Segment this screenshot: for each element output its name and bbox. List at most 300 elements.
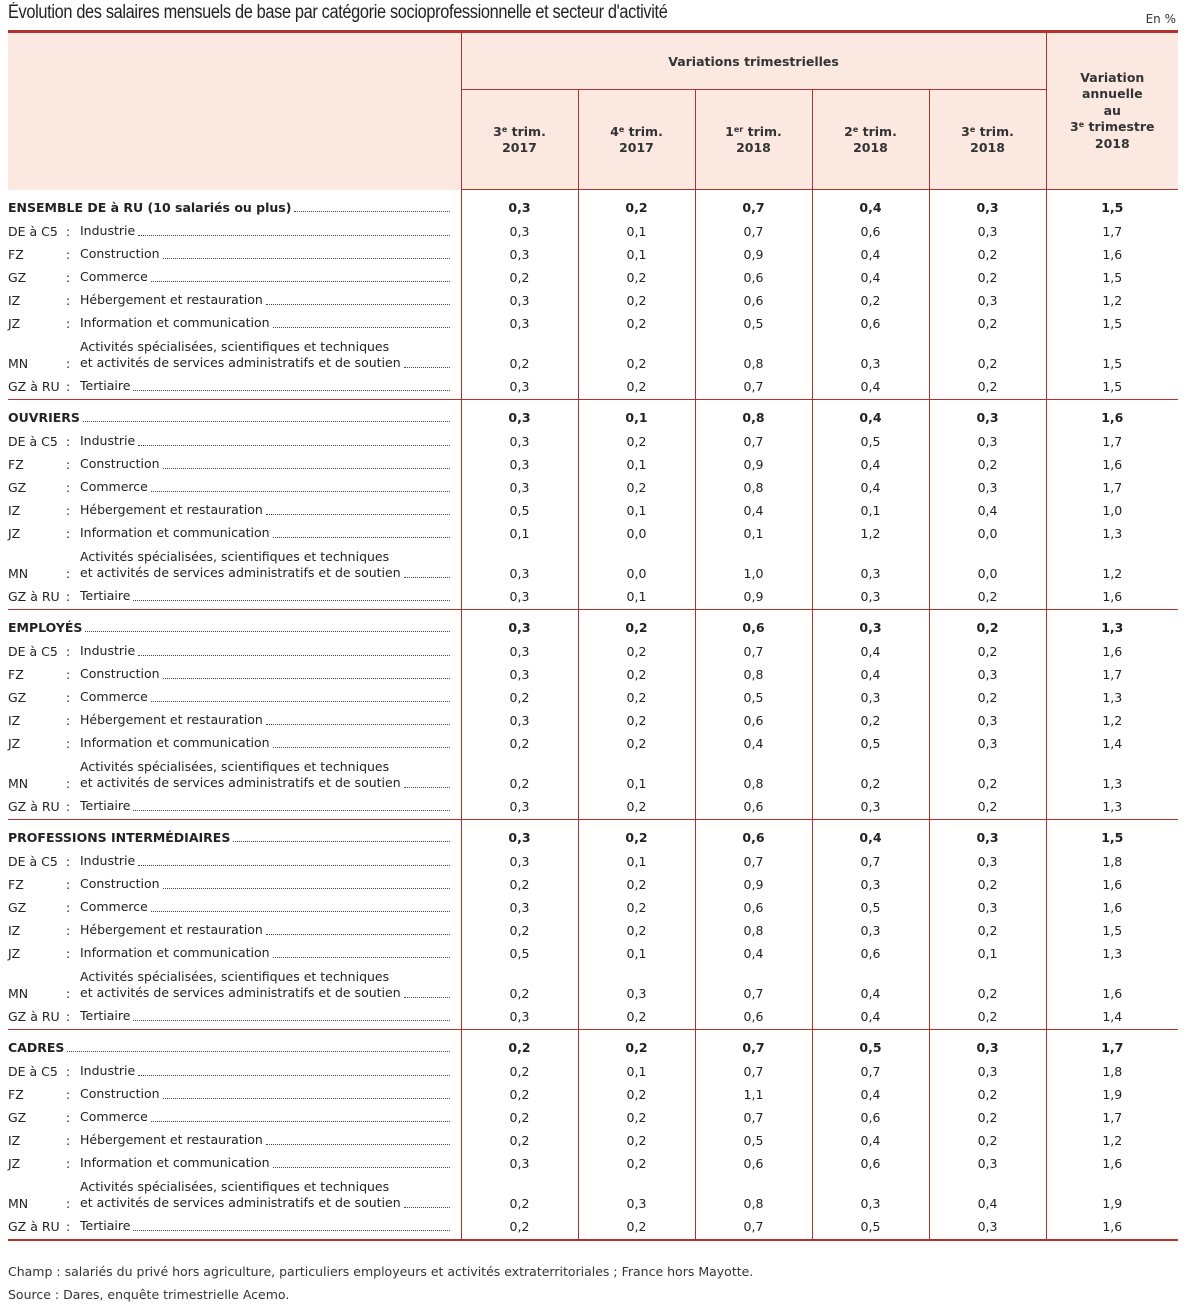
quarter-value-cell: 0,5 <box>812 1214 929 1240</box>
quarter-value-cell: 0,8 <box>695 475 812 498</box>
quarter-value-cell: 0,3 <box>461 584 578 610</box>
group-row <box>8 1030 1178 1058</box>
row-label-cell <box>8 731 461 754</box>
annual-value-cell: 1,5 <box>1046 190 1178 218</box>
colon-separator: : <box>66 853 71 869</box>
sector-label: Commerce <box>80 1108 148 1124</box>
quarter-value-cell: 0,4 <box>812 820 929 848</box>
colon-separator: : <box>66 1109 71 1125</box>
sector-label: Commerce <box>80 478 148 494</box>
quarter-value-cell: 0,2 <box>578 374 695 400</box>
leader-dots <box>163 678 450 679</box>
quarter-value-cell: 0,3 <box>461 820 578 848</box>
footnote-source: Source : Dares, enquête trimestrielle Acemo. <box>8 1287 290 1302</box>
colon-separator: : <box>66 479 71 495</box>
quarter-value-cell: 0,6 <box>695 265 812 288</box>
annual-value-cell: 1,0 <box>1046 498 1178 521</box>
leader-dots <box>133 810 450 811</box>
quarter-value-cell: 0,3 <box>461 662 578 685</box>
row-label-cell <box>8 475 461 498</box>
sector-code: GZ à RU <box>8 379 60 394</box>
quarter-value-cell: 0,4 <box>812 1004 929 1030</box>
quarter-value-cell: 0,2 <box>578 731 695 754</box>
row-label-cell <box>8 872 461 895</box>
quarter-value-cell: 0,3 <box>461 311 578 334</box>
quarter-value-cell: 0,5 <box>695 685 812 708</box>
sector-label: Construction <box>80 455 160 471</box>
quarter-value-cell: 0,4 <box>812 964 929 1004</box>
quarter-value-cell: 0,7 <box>695 190 812 218</box>
row-label-cell <box>8 1174 461 1214</box>
quarter-value-cell: 0,6 <box>695 895 812 918</box>
header-annual-sup: e <box>1078 120 1085 130</box>
leader-dots <box>138 1075 450 1076</box>
quarter-value-cell: 0,3 <box>461 288 578 311</box>
quarter-value-cell: 0,6 <box>695 1004 812 1030</box>
quarter-value-cell: 0,2 <box>461 1174 578 1214</box>
sector-code: GZ à RU <box>8 1009 60 1024</box>
sector-code: IZ <box>8 502 21 518</box>
quarter-value-cell: 0,3 <box>929 1058 1046 1082</box>
annual-value-cell: 1,7 <box>1046 1030 1178 1058</box>
quarter-value-cell: 0,5 <box>812 428 929 452</box>
quarter-value-cell: 0,2 <box>929 754 1046 794</box>
quarter-value-cell: 0,3 <box>461 610 578 638</box>
quarter-value-cell: 0,8 <box>695 1174 812 1214</box>
annual-value-cell: 1,2 <box>1046 708 1178 731</box>
header-quarter-2: 4e trim. 2017 <box>578 90 695 190</box>
table-row <box>8 1105 1178 1128</box>
quarter-value-cell: 0,2 <box>461 918 578 941</box>
colon-separator: : <box>66 799 71 814</box>
quarter-value-cell: 0,3 <box>812 584 929 610</box>
sector-code: FZ <box>8 876 24 892</box>
quarter-value-cell: 0,4 <box>929 498 1046 521</box>
sector-code: MN <box>8 775 29 791</box>
quarter-value-cell: 0,4 <box>812 265 929 288</box>
quarter-value-cell: 0,6 <box>695 288 812 311</box>
annual-value-cell: 1,6 <box>1046 242 1178 265</box>
table-row <box>8 941 1178 964</box>
row-label-cell <box>8 544 461 584</box>
leader-dots <box>151 491 450 492</box>
quarter-value-cell: 0,3 <box>578 964 695 1004</box>
quarter-value-cell: 0,1 <box>578 754 695 794</box>
row-label-cell <box>8 218 461 242</box>
leader-dots <box>138 865 450 866</box>
quarter-value-cell: 1,1 <box>695 1082 812 1105</box>
colon-separator: : <box>66 379 71 394</box>
row-label-cell <box>8 964 461 1004</box>
quarter-value-cell: 0,3 <box>929 662 1046 685</box>
quarter-value-cell: 0,7 <box>695 1105 812 1128</box>
quarter-value-cell: 0,6 <box>695 708 812 731</box>
quarter-value-cell: 0,3 <box>461 848 578 872</box>
table-row <box>8 311 1178 334</box>
quarter-value-cell: 0,1 <box>578 584 695 610</box>
quarter-value-cell: 0,2 <box>578 1151 695 1174</box>
colon-separator: : <box>66 643 71 659</box>
sector-code: JZ <box>8 1155 21 1171</box>
quarter-value-cell: 0,8 <box>695 662 812 685</box>
colon-separator: : <box>66 269 71 285</box>
annual-value-cell: 1,2 <box>1046 1128 1178 1151</box>
leader-dots <box>151 281 450 282</box>
annual-value-cell: 1,4 <box>1046 1004 1178 1030</box>
annual-value-cell: 1,6 <box>1046 964 1178 1004</box>
table-row <box>8 1082 1178 1105</box>
table-row <box>8 334 1178 374</box>
quarter-value-cell: 0,7 <box>695 964 812 1004</box>
quarter-value-cell: 0,8 <box>695 754 812 794</box>
table-row <box>8 918 1178 941</box>
sector-label: Construction <box>80 245 160 261</box>
header-annual-rest: trimestre <box>1084 119 1155 135</box>
quarter-value-cell: 0,2 <box>929 638 1046 662</box>
leader-dots <box>266 304 450 305</box>
quarter-value-cell: 0,6 <box>812 311 929 334</box>
leader-dots <box>273 327 450 328</box>
quarter-value-cell: 0,3 <box>812 918 929 941</box>
annual-value-cell: 1,3 <box>1046 521 1178 544</box>
row-label-cell <box>8 754 461 794</box>
leader-dots <box>266 934 450 935</box>
sector-label: Industrie <box>80 1062 136 1078</box>
quarter-value-cell: 0,7 <box>695 1214 812 1240</box>
annual-value-cell: 1,7 <box>1046 1105 1178 1128</box>
quarter-value-cell: 0,1 <box>578 848 695 872</box>
table-row <box>8 731 1178 754</box>
group-label-cell <box>8 610 461 638</box>
table-row <box>8 1058 1178 1082</box>
sector-code: MN <box>8 565 29 581</box>
table-row <box>8 708 1178 731</box>
sector-label: Commerce <box>80 688 148 704</box>
quarter-value-cell: 0,1 <box>461 521 578 544</box>
table-row <box>8 428 1178 452</box>
group-name: PROFESSIONS INTERMÉDIAIRES <box>8 829 231 845</box>
quarter-value-cell: 0,2 <box>578 1030 695 1058</box>
colon-separator: : <box>66 589 71 604</box>
group-row <box>8 610 1178 638</box>
quarter-value-cell: 0,3 <box>461 374 578 400</box>
table-header <box>8 32 1178 190</box>
annual-value-cell: 1,7 <box>1046 428 1178 452</box>
row-label-cell <box>8 334 461 374</box>
quarter-value-cell: 0,2 <box>461 731 578 754</box>
sector-code: DE à C5 <box>8 1063 58 1079</box>
quarter-value-cell: 0,7 <box>695 848 812 872</box>
quarter-value-cell: 0,3 <box>929 190 1046 218</box>
quarter-value-cell: 0,2 <box>578 610 695 638</box>
sector-label: Hébergement et restauration <box>80 291 263 307</box>
annual-value-cell: 1,7 <box>1046 218 1178 242</box>
colon-separator: : <box>66 735 71 751</box>
quarter-value-cell: 0,0 <box>578 521 695 544</box>
annual-value-cell: 1,6 <box>1046 872 1178 895</box>
row-label-cell <box>8 1004 461 1030</box>
annual-value-cell: 1,5 <box>1046 334 1178 374</box>
colon-separator: : <box>66 1155 71 1171</box>
quarter-value-cell: 0,3 <box>461 638 578 662</box>
quarter-value-cell: 0,6 <box>695 820 812 848</box>
quarter-value-cell: 0,2 <box>578 334 695 374</box>
quarter-value-cell: 0,4 <box>812 400 929 428</box>
colon-separator: : <box>66 1086 71 1102</box>
leader-dots <box>138 445 450 446</box>
quarter-value-cell: 0,5 <box>695 1128 812 1151</box>
header-quarter-3: 1er trim. 2018 <box>695 90 812 190</box>
quarter-value-cell: 0,3 <box>929 400 1046 428</box>
leader-dots <box>67 1051 450 1052</box>
annual-value-cell: 1,8 <box>1046 1058 1178 1082</box>
quarter-value-cell: 0,9 <box>695 242 812 265</box>
quarter-value-cell: 0,3 <box>461 1004 578 1030</box>
leader-dots <box>151 1121 450 1122</box>
group-row <box>8 190 1178 218</box>
colon-separator: : <box>66 292 71 308</box>
quarter-value-cell: 0,2 <box>929 584 1046 610</box>
quarter-value-cell: 0,3 <box>461 708 578 731</box>
quarter-value-cell: 1,2 <box>812 521 929 544</box>
quarter-value-cell: 0,6 <box>812 941 929 964</box>
quarter-value-cell: 0,2 <box>578 918 695 941</box>
quarter-value-cell: 0,3 <box>929 288 1046 311</box>
quarter-value-cell: 0,3 <box>929 1151 1046 1174</box>
row-label-cell <box>8 638 461 662</box>
quarter-value-cell: 0,2 <box>578 895 695 918</box>
quarter-value-cell: 0,2 <box>578 685 695 708</box>
annual-value-cell: 1,9 <box>1046 1082 1178 1105</box>
annual-value-cell: 1,6 <box>1046 452 1178 475</box>
group-label-cell <box>8 1030 461 1058</box>
quarter-value-cell: 0,1 <box>929 941 1046 964</box>
quarter-value-cell: 0,3 <box>929 1214 1046 1240</box>
annual-value-cell: 1,6 <box>1046 400 1178 428</box>
annual-value-cell: 1,3 <box>1046 941 1178 964</box>
quarter-value-cell: 0,7 <box>812 1058 929 1082</box>
quarter-value-cell: 0,2 <box>929 265 1046 288</box>
row-label-cell <box>8 242 461 265</box>
colon-separator: : <box>66 223 71 239</box>
leader-dots <box>266 724 450 725</box>
header-quarter-4: 2e trim. 2018 <box>812 90 929 190</box>
table-row <box>8 475 1178 498</box>
quarter-value-cell: 0,3 <box>929 708 1046 731</box>
quarter-value-cell: 0,2 <box>461 1128 578 1151</box>
quarter-value-cell: 0,3 <box>812 544 929 584</box>
quarter-value-cell: 0,8 <box>695 400 812 428</box>
quarter-value-cell: 0,2 <box>461 1082 578 1105</box>
quarter-value-cell: 0,6 <box>812 1151 929 1174</box>
sector-label: Information et communication <box>80 524 270 540</box>
leader-dots <box>138 655 450 656</box>
sector-label: Hébergement et restauration <box>80 711 263 727</box>
sector-code: GZ à RU <box>8 589 60 604</box>
sector-label: Information et communication <box>80 734 270 750</box>
table-title: Évolution des salaires mensuels de base par catégorie socioprofessionnelle et secteur d'activité <box>8 2 668 23</box>
sector-label: Activités spécialisées, scientifiques et techniques et activités de services administratifs et de soutien <box>80 758 401 790</box>
footnote-champ: Champ : salariés du privé hors agriculture, particuliers employeurs et activités extraterritoriales ; France hors Mayotte. <box>8 1264 754 1279</box>
leader-dots <box>404 577 450 578</box>
quarter-value-cell: 0,2 <box>461 754 578 794</box>
quarter-value-cell: 0,7 <box>695 428 812 452</box>
quarter-value-cell: 0,4 <box>695 498 812 521</box>
quarter-value-cell: 0,4 <box>695 941 812 964</box>
row-label-cell <box>8 1151 461 1174</box>
quarter-value-cell: 0,2 <box>929 964 1046 1004</box>
quarter-value-cell: 0,2 <box>578 872 695 895</box>
quarter-value-cell: 0,6 <box>812 218 929 242</box>
colon-separator: : <box>66 525 71 541</box>
row-label-cell <box>8 1214 461 1240</box>
quarter-value-cell: 0,5 <box>461 941 578 964</box>
sector-code: MN <box>8 1195 29 1211</box>
row-label-cell <box>8 685 461 708</box>
colon-separator: : <box>66 899 71 915</box>
colon-separator: : <box>66 1195 71 1211</box>
row-label-cell <box>8 794 461 820</box>
table-row <box>8 662 1178 685</box>
colon-separator: : <box>66 775 71 791</box>
row-label-cell <box>8 662 461 685</box>
quarter-value-cell: 0,2 <box>578 1105 695 1128</box>
sector-label: Commerce <box>80 268 148 284</box>
row-label-cell <box>8 265 461 288</box>
leader-dots <box>133 1020 450 1021</box>
quarter-value-cell: 0,4 <box>812 1082 929 1105</box>
quarter-value-cell: 0,3 <box>461 428 578 452</box>
leader-dots <box>163 1098 450 1099</box>
group-row <box>8 400 1178 428</box>
sector-label: Activités spécialisées, scientifiques et techniques et activités de services administratifs et de soutien <box>80 548 401 580</box>
leader-dots <box>273 747 450 748</box>
quarter-value-cell: 0,5 <box>812 1030 929 1058</box>
quarter-value-cell: 0,2 <box>578 708 695 731</box>
quarter-value-cell: 0,2 <box>578 638 695 662</box>
table-row <box>8 288 1178 311</box>
group-name: CADRES <box>8 1039 65 1055</box>
header-group-quarterly: Variations trimestrielles <box>461 32 1046 90</box>
colon-separator: : <box>66 1132 71 1148</box>
sector-label: Industrie <box>80 222 136 238</box>
sector-code: GZ <box>8 899 27 915</box>
table-row <box>8 895 1178 918</box>
annual-value-cell: 1,3 <box>1046 794 1178 820</box>
annual-value-cell: 1,5 <box>1046 918 1178 941</box>
sector-label: Activités spécialisées, scientifiques et techniques et activités de services administratifs et de soutien <box>80 338 401 370</box>
sector-label: Hébergement et restauration <box>80 921 263 937</box>
quarter-value-cell: 0,6 <box>812 1105 929 1128</box>
leader-dots <box>133 390 450 391</box>
quarter-value-cell: 0,5 <box>812 731 929 754</box>
quarter-value-cell: 0,2 <box>578 1082 695 1105</box>
quarter-value-cell: 0,2 <box>461 1214 578 1240</box>
leader-dots <box>273 957 450 958</box>
colon-separator: : <box>66 1009 71 1024</box>
sector-label: Tertiaire <box>80 378 131 393</box>
quarter-value-cell: 0,4 <box>929 1174 1046 1214</box>
annual-value-cell: 1,6 <box>1046 895 1178 918</box>
table-row <box>8 544 1178 584</box>
header-quarter-5: 3e trim. 2018 <box>929 90 1046 190</box>
quarter-value-cell: 0,3 <box>812 610 929 638</box>
row-label-cell <box>8 1058 461 1082</box>
leader-dots <box>133 1230 450 1231</box>
quarter-value-cell: 0,7 <box>695 1058 812 1082</box>
sector-code: GZ à RU <box>8 799 60 814</box>
sector-code: JZ <box>8 315 21 331</box>
leader-dots <box>163 888 450 889</box>
sector-code: MN <box>8 985 29 1001</box>
quarter-value-cell: 0,2 <box>929 685 1046 708</box>
annual-value-cell: 1,5 <box>1046 374 1178 400</box>
quarter-value-cell: 0,4 <box>695 731 812 754</box>
sector-code: DE à C5 <box>8 223 58 239</box>
quarter-value-cell: 0,2 <box>929 334 1046 374</box>
annual-value-cell: 1,4 <box>1046 731 1178 754</box>
sector-code: JZ <box>8 525 21 541</box>
leader-dots <box>138 235 450 236</box>
quarter-value-cell: 0,3 <box>461 218 578 242</box>
salary-table <box>8 30 1178 1241</box>
sector-label: Tertiaire <box>80 798 131 813</box>
table-row <box>8 265 1178 288</box>
sector-label: Construction <box>80 1085 160 1101</box>
quarter-value-cell: 0,3 <box>929 731 1046 754</box>
annual-value-cell: 1,5 <box>1046 820 1178 848</box>
quarter-value-cell: 0,1 <box>812 498 929 521</box>
row-label-cell <box>8 288 461 311</box>
quarter-value-cell: 0,9 <box>695 872 812 895</box>
table-row <box>8 521 1178 544</box>
quarter-value-cell: 0,2 <box>461 964 578 1004</box>
table-row <box>8 1214 1178 1240</box>
quarter-value-cell: 0,3 <box>929 218 1046 242</box>
quarter-value-cell: 0,7 <box>695 638 812 662</box>
quarter-value-cell: 0,3 <box>929 895 1046 918</box>
leader-dots <box>163 468 450 469</box>
quarter-value-cell: 0,2 <box>929 374 1046 400</box>
quarter-value-cell: 0,3 <box>461 190 578 218</box>
sector-label: Construction <box>80 665 160 681</box>
table-row <box>8 374 1178 400</box>
colon-separator: : <box>66 876 71 892</box>
quarter-value-cell: 0,5 <box>461 498 578 521</box>
sector-code: GZ <box>8 269 27 285</box>
row-label-cell <box>8 941 461 964</box>
annual-value-cell: 1,3 <box>1046 685 1178 708</box>
leader-dots <box>151 911 450 912</box>
quarter-value-cell: 0,2 <box>461 872 578 895</box>
quarter-value-cell: 0,3 <box>812 685 929 708</box>
quarter-value-cell: 0,2 <box>461 1105 578 1128</box>
annual-value-cell: 1,2 <box>1046 288 1178 311</box>
table-row <box>8 848 1178 872</box>
sector-label: Information et communication <box>80 1154 270 1170</box>
quarter-value-cell: 0,5 <box>812 895 929 918</box>
header-label-cell <box>8 32 461 190</box>
table-row <box>8 964 1178 1004</box>
quarter-value-cell: 0,3 <box>929 475 1046 498</box>
table-row <box>8 638 1178 662</box>
quarter-value-cell: 0,2 <box>929 872 1046 895</box>
colon-separator: : <box>66 922 71 938</box>
leader-dots <box>233 841 450 842</box>
leader-dots <box>404 787 450 788</box>
table-row <box>8 218 1178 242</box>
row-label-cell <box>8 498 461 521</box>
